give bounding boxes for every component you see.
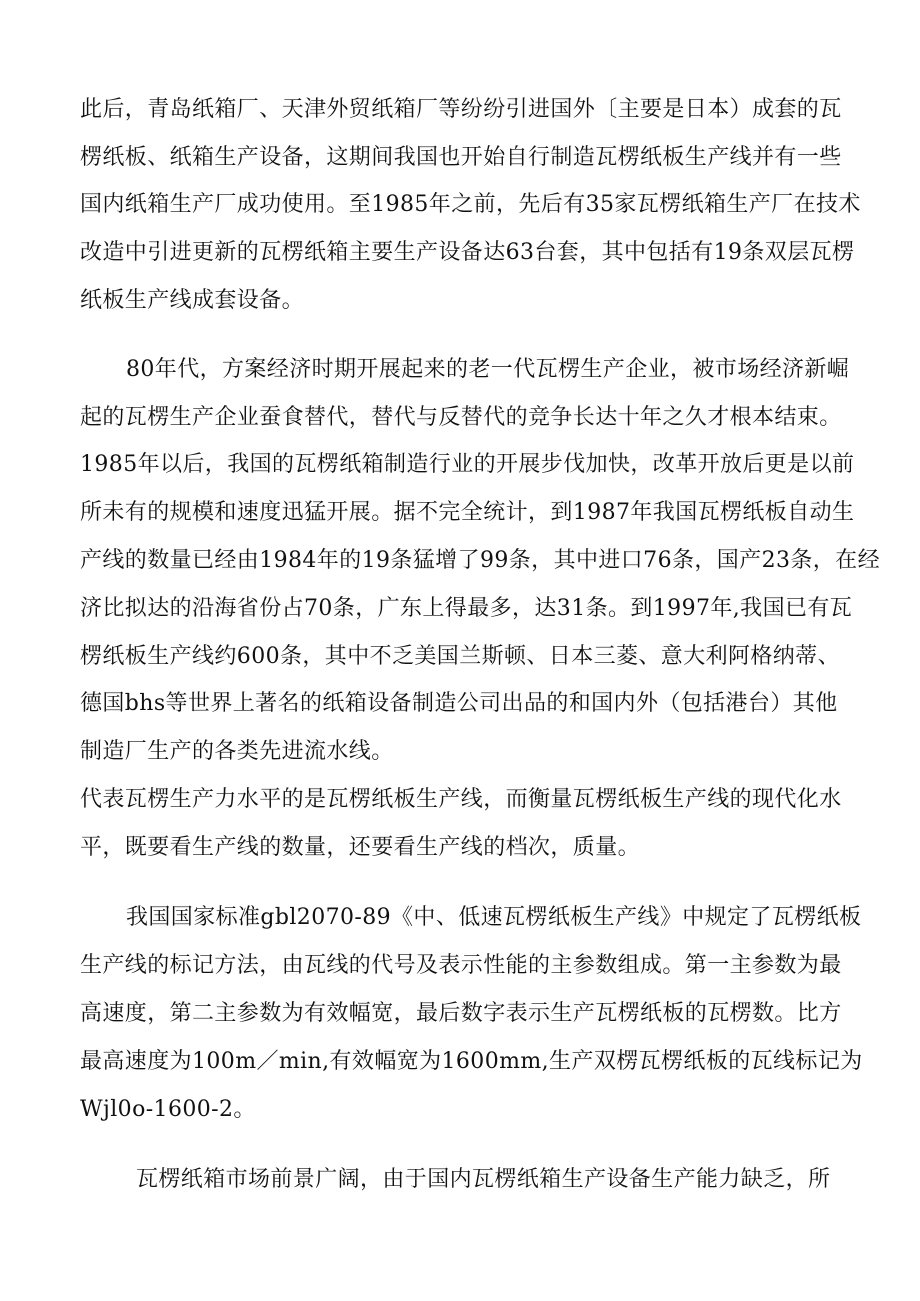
text-line: 此后，青岛纸箱厂、天津外贸纸箱厂等纷纷引进国外〔主要是日本）成套的瓦 <box>80 97 842 122</box>
text-line: 我国国家标准gbl2070-89《中、低速瓦楞纸板生产线》中规定了瓦楞纸板 <box>126 905 862 930</box>
text-line: 改造中引进更新的瓦楞纸箱主要生产设备达63台套，其中包括有19条双层瓦楞 <box>80 240 855 265</box>
text-line: 产线的数量已经由1984年的19条猛增了99条，其中进口76条，国产23条，在经 <box>80 548 880 573</box>
text-line: 代表瓦楞生产力水平的是瓦楞纸板生产线，而衡量瓦楞纸板生产线的现代化水 <box>80 787 842 812</box>
text-line: 80年代，方案经济时期开展起来的老一代瓦楞生产企业，被市场经济新崛 <box>126 357 850 382</box>
text-line: 最高速度为100m／min,有效幅宽为1600mm,生产双楞瓦楞纸板的瓦线标记为 <box>80 1049 863 1074</box>
text-line: 楞纸板、纸箱生产设备，这期间我国也开始自行制造瓦楞纸板生产线并有一些 <box>80 145 842 170</box>
text-line: 瓦楞纸箱市场前景广阔，由于国内瓦楞纸箱生产设备生产能力缺乏，所 <box>136 1167 831 1192</box>
text-line: 所未有的规模和速度迅猛开展。据不完全统计，到1987年我国瓦楞纸板自动生 <box>80 500 855 525</box>
text-line: 国内纸箱生产厂成功使用。至1985年之前，先后有35家瓦楞纸箱生产厂在技术 <box>80 192 861 217</box>
text-line: 济比拟达的沿海省份占70条，广东上得最多，达31条。到1997年,我国已有瓦 <box>80 596 853 621</box>
text-line: 1985年以后，我国的瓦楞纸箱制造行业的开展步伐加快，改革开放后更是以前 <box>80 452 855 477</box>
text-line: 德国bhs等世界上著名的纸箱设备制造公司出品的和国内外（包括港台）其他 <box>80 691 838 716</box>
text-line: 纸板生产线成套设备。 <box>80 288 305 313</box>
text-line: 高速度，第二主参数为有效幅宽，最后数字表示生产瓦楞纸板的瓦楞数。比方 <box>80 1001 842 1026</box>
text-line: 制造厂生产的各类先进流水线。 <box>80 739 394 764</box>
text-line: 生产线的标记方法，由瓦线的代号及表示性能的主参数组成。第一主参数为最 <box>80 953 842 978</box>
text-line: 楞纸板生产线约600条，其中不乏美国兰斯顿、日本三菱、意大利阿格纳蒂、 <box>80 644 840 669</box>
text-line: 起的瓦楞生产企业蚕食替代，替代与反替代的竞争长达十年之久才根本结束。 <box>80 405 842 430</box>
text-line: Wjl0o-1600-2。 <box>80 1097 256 1122</box>
text-line: 平，既要看生产线的数量，还要看生产线的档次，质量。 <box>80 835 641 860</box>
